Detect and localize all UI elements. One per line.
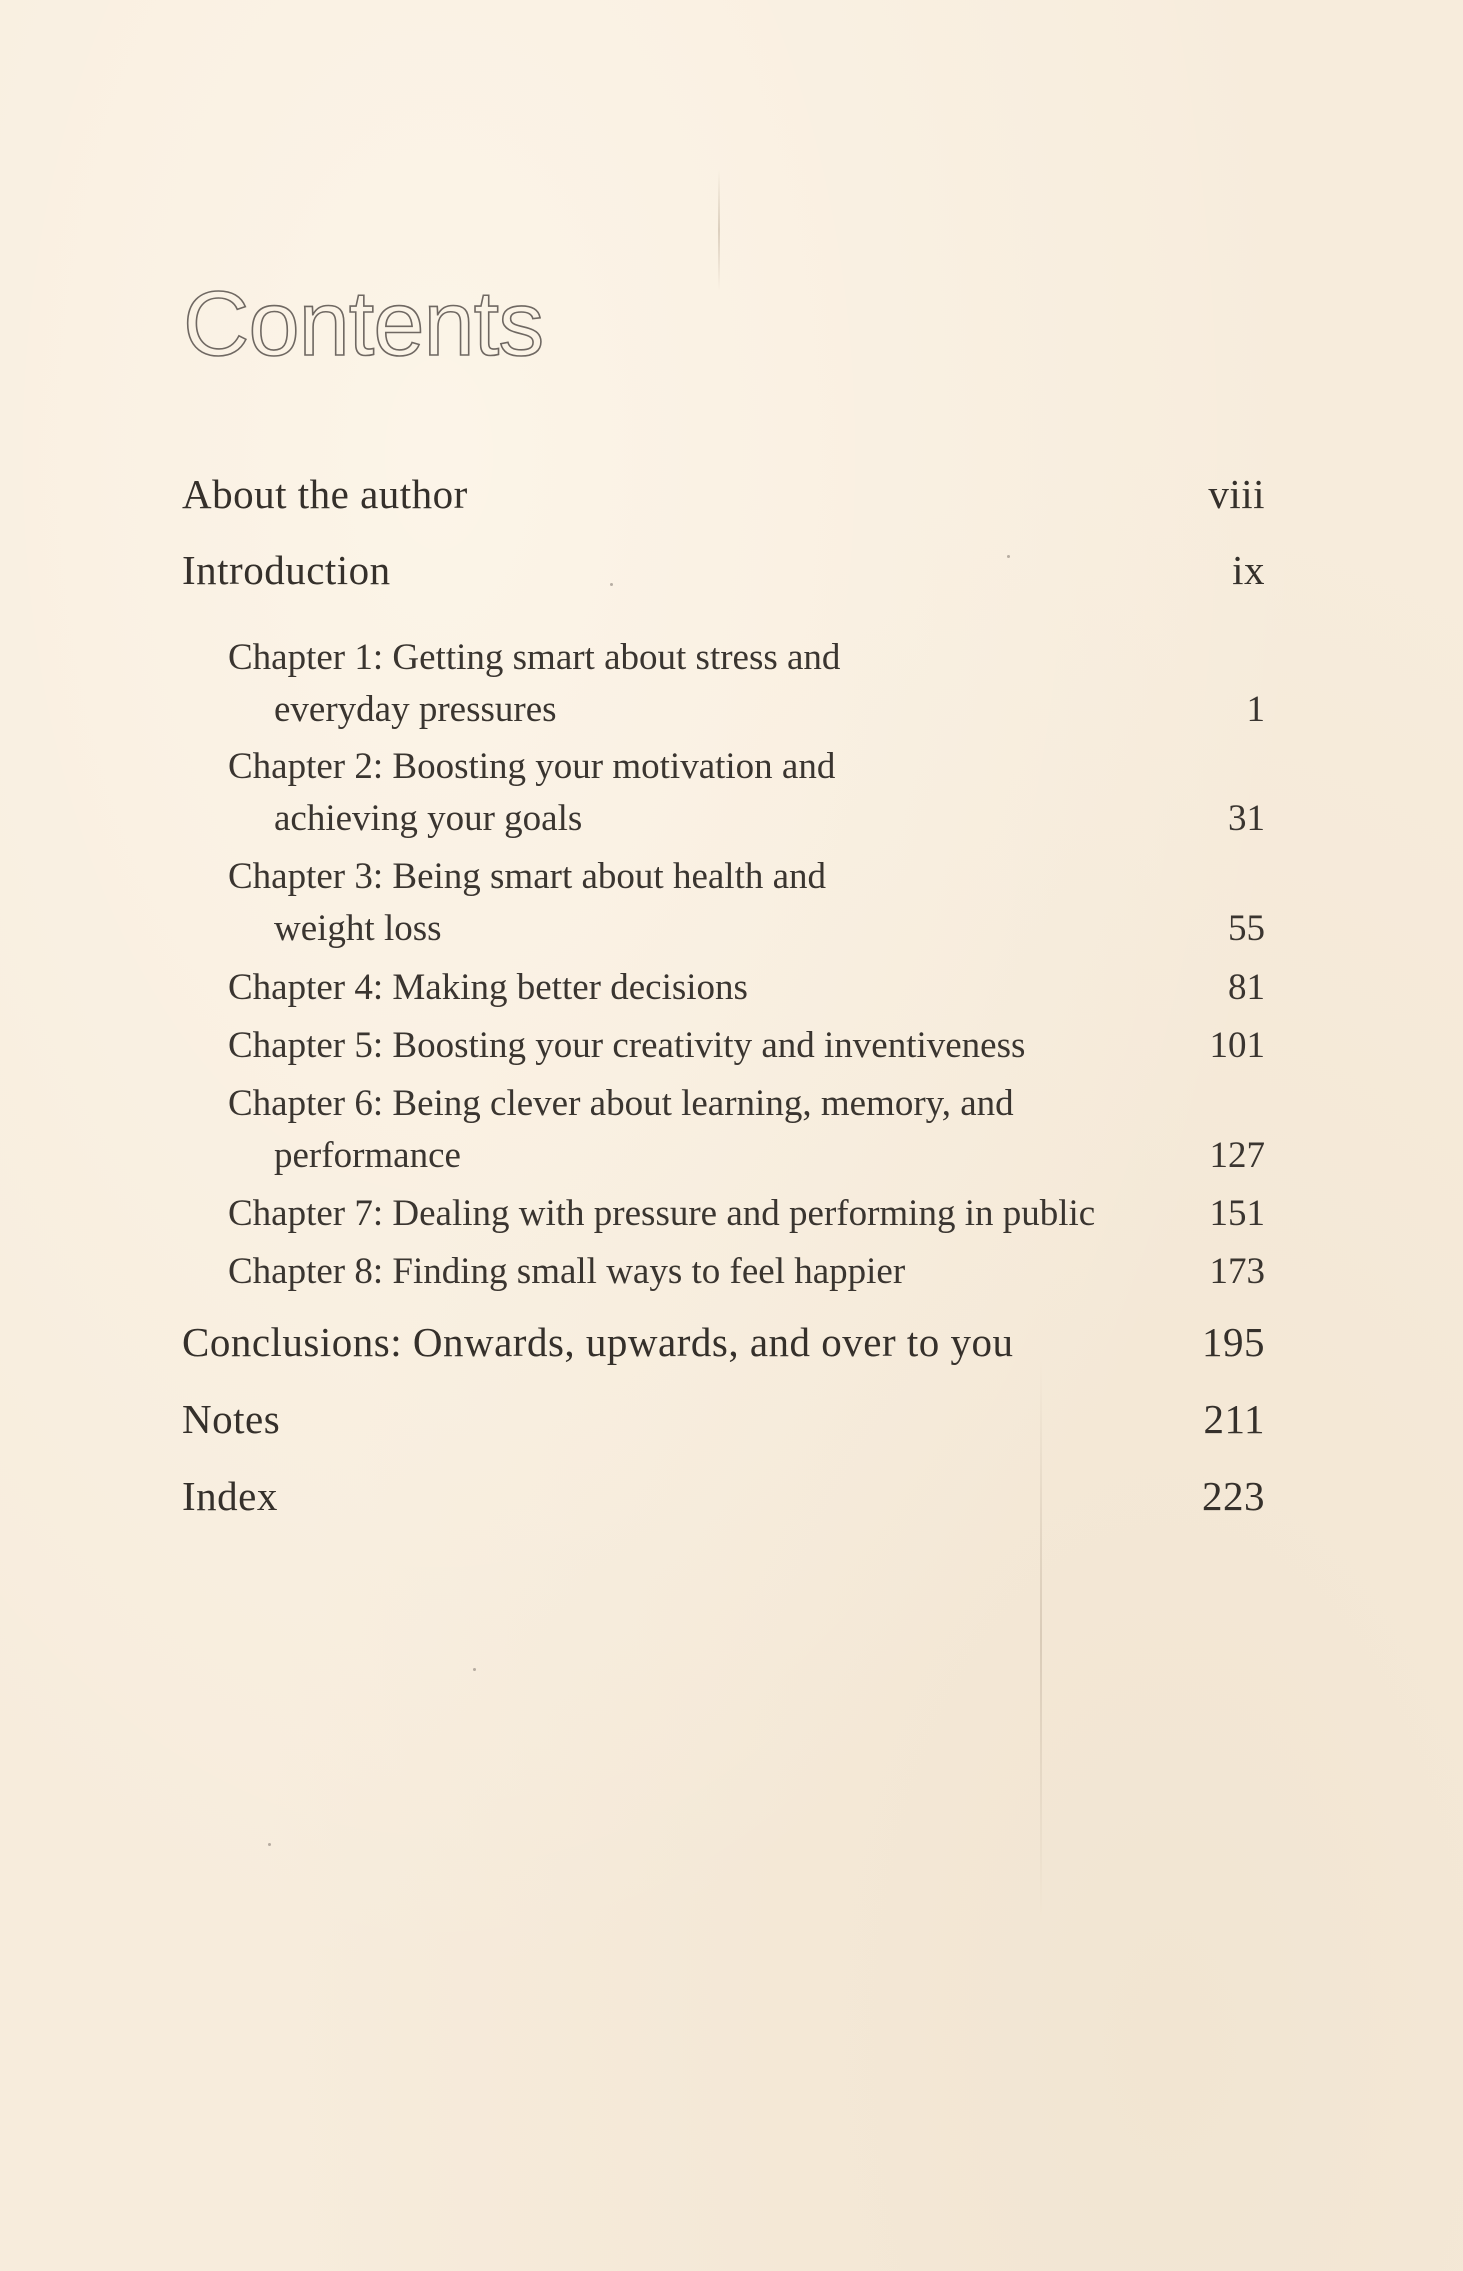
toc-entry-page: 1 xyxy=(1246,689,1265,730)
toc-entry-chapter-5[interactable] xyxy=(182,1020,1265,1072)
toc-entry-chapter-3[interactable] xyxy=(182,851,1265,955)
toc-entry-page: 151 xyxy=(1209,1193,1265,1234)
page-crease xyxy=(1040,1360,1042,1920)
toc-entry-page: 195 xyxy=(1202,1319,1265,1365)
toc-entry-page: 31 xyxy=(1228,798,1265,839)
page-title: Contents xyxy=(183,273,544,375)
toc-entry-chapter-6[interactable] xyxy=(182,1078,1265,1182)
toc-entry-conclusions[interactable] xyxy=(182,1318,1265,1366)
toc-entry-index[interactable] xyxy=(182,1472,1265,1520)
toc-entry-chapter-1[interactable] xyxy=(182,632,1265,736)
toc-entry-page: 211 xyxy=(1203,1396,1265,1442)
toc-entry-chapter-8[interactable] xyxy=(182,1246,1265,1298)
toc-entry-page: 173 xyxy=(1209,1251,1265,1292)
toc-entry-label-line1: Chapter 2: Boosting your motivation and xyxy=(228,746,836,787)
toc-entry-label: Chapter 4: Making better decisions xyxy=(228,967,748,1008)
toc-entry-introduction[interactable] xyxy=(182,546,1265,594)
toc-entry-notes[interactable] xyxy=(182,1395,1265,1443)
toc-entry-page: 101 xyxy=(1209,1025,1265,1066)
toc-entry-label: About the author xyxy=(182,471,468,517)
toc-entry-label: Introduction xyxy=(182,547,391,593)
toc-entry-label-line2: everyday pressures xyxy=(274,689,557,730)
toc-entry-label-line2: weight loss xyxy=(274,908,442,949)
toc-entry-label: Notes xyxy=(182,1396,281,1442)
toc-entry-page: viii xyxy=(1208,471,1265,517)
toc-entry-page: 55 xyxy=(1228,908,1265,949)
toc-entry-label-line1: Chapter 3: Being smart about health and xyxy=(228,856,827,897)
toc-entry-label: Chapter 8: Finding small ways to feel happier xyxy=(228,1251,906,1292)
toc-entry-label-line1: Chapter 1: Getting smart about stress and xyxy=(228,637,841,678)
toc-entry-page: ix xyxy=(1232,547,1265,593)
toc-entry-chapter-7[interactable] xyxy=(182,1188,1265,1240)
toc-entry-label: Conclusions: Onwards, upwards, and over to you xyxy=(182,1319,1014,1365)
paper-speck xyxy=(268,1843,271,1846)
toc-entry-page: 81 xyxy=(1228,967,1265,1008)
toc-entry-label-line2: performance xyxy=(274,1135,461,1176)
toc-entry-label: Index xyxy=(182,1473,278,1519)
toc-entry-page: 127 xyxy=(1209,1135,1265,1176)
toc-entry-chapter-2[interactable] xyxy=(182,741,1265,845)
toc-entry-label: Chapter 5: Boosting your creativity and inventiveness xyxy=(228,1025,1026,1066)
paper-speck xyxy=(473,1668,476,1671)
toc-entry-chapter-4[interactable] xyxy=(182,962,1265,1014)
toc-entry-label: Chapter 7: Dealing with pressure and performing in public xyxy=(228,1193,1096,1234)
toc-entry-about[interactable] xyxy=(182,470,1265,518)
toc-entry-label-line2: achieving your goals xyxy=(274,798,583,839)
toc-entry-page: 223 xyxy=(1202,1473,1265,1519)
toc-entry-label-line1: Chapter 6: Being clever about learning, memory, and xyxy=(228,1083,1014,1124)
page-crease xyxy=(718,170,720,290)
